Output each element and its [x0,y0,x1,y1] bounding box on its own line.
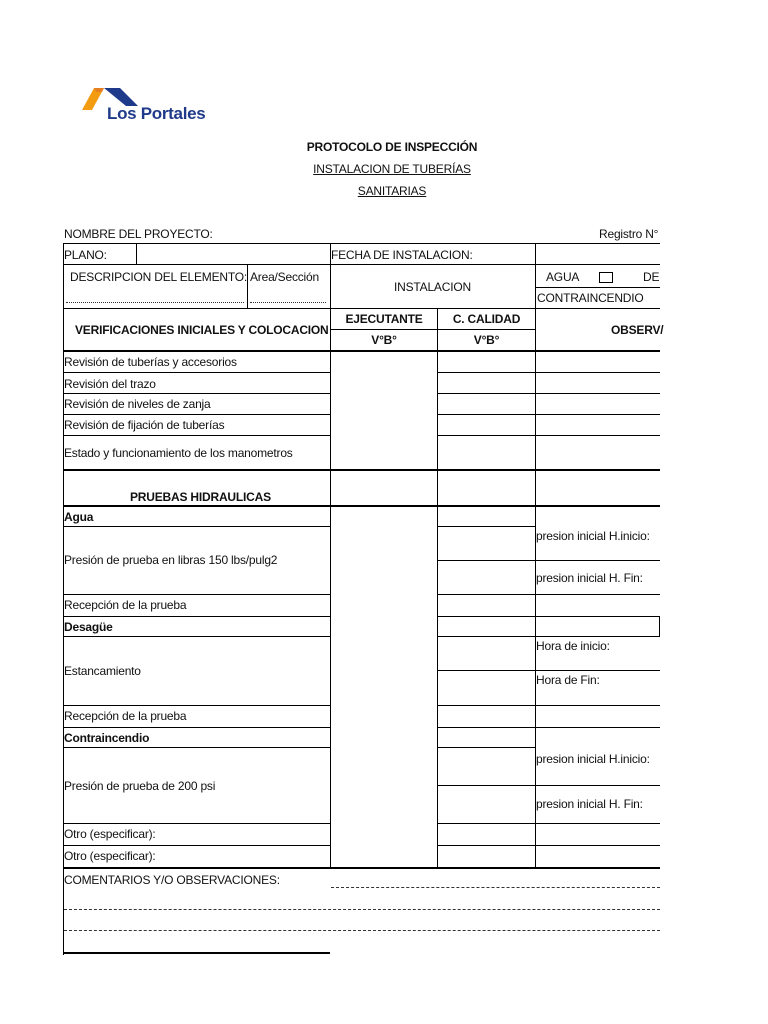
agua-label: AGUA [546,270,580,284]
document-title: PROTOCOLO DE INSPECCIÓN [306,140,478,154]
verificaciones-header: VERIFICACIONES INICIALES Y COLOCACION [75,323,329,337]
calidad-vb: V°B° [473,333,500,347]
document-subtitle-2: SANITARIAS [357,184,427,198]
otro-row-2: Otro (especificar): [64,849,156,863]
otro-row-1: Otro (especificar): [64,827,156,841]
agua-section: Agua [64,510,94,524]
check-item: Revisión de tuberías y accesorios [64,355,237,369]
comment-line[interactable] [64,909,660,910]
desague-obs-fin: Hora de Fin: [536,673,600,687]
agua-obs-fin: presion inicial H. Fin: [536,571,643,585]
estancamiento-label: Estancamiento [64,664,141,678]
descripcion-label: DESCRIPCION DEL ELEMENTO: [70,270,248,284]
contra-obs-fin: presion inicial H. Fin: [536,797,643,811]
comments-label: COMENTARIOS Y/O OBSERVACIONES: [64,873,280,887]
agua-checkbox[interactable] [599,272,613,283]
check-item: Estado y funcionamiento de los manometros [64,446,293,460]
observaciones-header: OBSERV/ [611,323,664,337]
desague-section: Desagüe [64,620,113,634]
comment-line[interactable] [64,930,660,931]
contraincendio-label: CONTRAINCENDIO [537,291,644,305]
pruebas-title: PRUEBAS HIDRAULICAS [130,490,271,504]
ejecutante-vb: V°B° [371,333,397,347]
contraincendio-section: Contraincendio [64,731,150,745]
project-label: NOMBRE DEL PROYECTO: [64,227,213,241]
contra-obs-inicio: presion inicial H.inicio: [536,752,650,766]
document-subtitle-1: INSTALACION DE TUBERÍAS [313,162,471,176]
plano-label: PLANO: [64,248,107,262]
check-item: Revisión del trazo [64,377,156,391]
instalacion-label: INSTALACION [394,280,471,294]
desague-recepcion-label: Recepción de la prueba [64,709,187,723]
comment-line[interactable] [331,887,660,888]
check-item: Revisión de fijación de tuberías [64,418,225,432]
ejecutante-header: EJECUTANTE [345,312,423,326]
agua-obs-inicio: presion inicial H.inicio: [536,529,650,543]
de-label: DE [643,270,660,284]
agua-prueba-label: Presión de prueba en libras 150 lbs/pulg2 [64,553,278,567]
check-item: Revisión de niveles de zanja [64,397,211,411]
registro-label: Registro N° [599,227,659,241]
contra-prueba-label: Presión de prueba de 200 psi [64,779,216,793]
agua-recepcion-label: Recepción de la prueba [64,598,187,612]
logo-text: Los Portales [107,104,206,123]
area-seccion-label: Area/Sección [250,270,319,284]
calidad-header: C. CALIDAD [452,312,521,326]
fecha-instalacion-label: FECHA DE INSTALACION: [331,248,473,262]
desague-obs-inicio: Hora de inicio: [536,639,610,653]
